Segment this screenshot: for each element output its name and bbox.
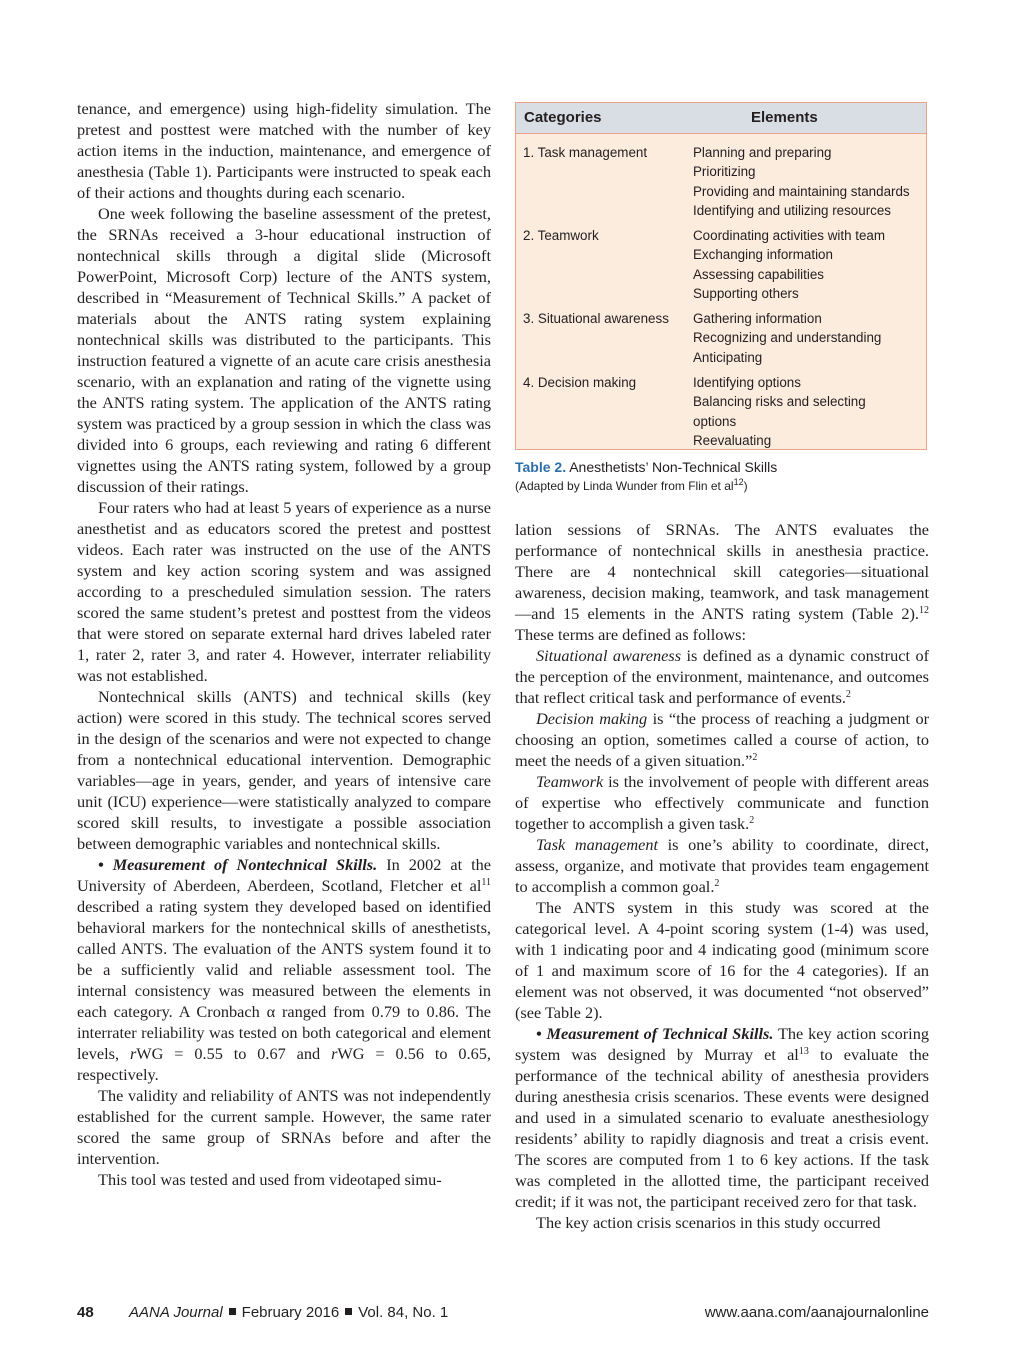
element-item: Gathering information bbox=[693, 311, 822, 326]
text: r bbox=[331, 1044, 338, 1063]
elements-cell bbox=[693, 226, 925, 304]
element-item: Identifying options bbox=[693, 375, 801, 390]
right-column bbox=[515, 519, 929, 1233]
element-item: Identifying and utilizing resources bbox=[693, 203, 891, 219]
left-column bbox=[77, 98, 491, 1190]
reference-superscript: 12 bbox=[733, 477, 744, 487]
page-footer bbox=[77, 1304, 929, 1326]
table-caption bbox=[515, 458, 929, 494]
caption-label: Table 2. bbox=[515, 459, 567, 475]
text: is defined as a dynamic construct of the perception of the environment, maintenance, and outcomes that reflect critical task and performance of events. bbox=[515, 646, 930, 707]
text: is one’s ability to coordinate, direct, assess, organize, and motivate that provides team engagement to accomplish a common goal. bbox=[515, 835, 930, 896]
table-row bbox=[516, 309, 926, 369]
reference-superscript: 13 bbox=[798, 1046, 809, 1057]
elements-cell bbox=[693, 143, 925, 221]
section-heading: • Measurement of Nontechnical Skills. bbox=[98, 855, 378, 874]
definition-teamwork bbox=[515, 771, 929, 834]
header-categories: Categories bbox=[524, 109, 602, 126]
element-item: Recognizing and understanding bbox=[693, 330, 882, 346]
paragraph: tenance, and emergence) using high-fidelity simulation. The pretest and posttest were matched with the number of key action items in the induction, maintenance, and emergence of anesthesia (Table 1). Participants were instructed to speak each of their actions and thoughts during each scenario. bbox=[77, 99, 491, 202]
text: lation sessions of SRNAs. The ANTS evaluates the performance of nontechnical skills in anesthesia practice. There are 4 nontechnical skill categories—situational awareness, decision making, teamwork, and task management—and 15 elements in the ANTS rating system (Table 2). bbox=[515, 520, 929, 623]
reference-superscript: 2 bbox=[714, 878, 720, 889]
term: Teamwork bbox=[536, 772, 604, 791]
table-header bbox=[516, 103, 926, 134]
element-item: Assessing capabilities bbox=[693, 266, 824, 282]
category-cell: 3. Situational awareness bbox=[523, 311, 669, 326]
text: r bbox=[129, 1044, 137, 1063]
element-item: Providing and maintaining standards bbox=[693, 183, 910, 199]
elements-cell bbox=[693, 309, 925, 367]
text: WG = 0.56 to 0.65, respectively. bbox=[77, 1044, 491, 1084]
category-cell: 4. Decision making bbox=[523, 375, 637, 390]
definition-situational-awareness bbox=[515, 645, 929, 708]
caption-text: Anesthetists’ Non-Technical Skills bbox=[566, 459, 778, 475]
element-item: Reevaluating bbox=[693, 433, 772, 449]
caption-note-text: (Adapted by Linda Wunder from Flin et al bbox=[515, 479, 734, 493]
issue-date: February 2016 bbox=[241, 1304, 340, 1321]
table-row bbox=[516, 226, 926, 306]
paragraph: Nontechnical skills (ANTS) and technical skills (key action) were scored in this study. The technical scores served in the design of the scenarios and were not expected to change from a nontechnical educational intervention. Demographic variables—age in years, gender, and years of intensive care unit (ICU) experience—were statistically analyzed to compare scored skill results, to investigate a possible association between demographic variables and nontechnical skills. bbox=[77, 687, 491, 853]
separator-square-icon bbox=[229, 1308, 236, 1315]
element-item: Coordinating activities with team bbox=[693, 228, 886, 243]
caption-title bbox=[515, 458, 929, 476]
table-row bbox=[516, 373, 926, 451]
reference-superscript: 11 bbox=[481, 877, 491, 888]
text: In 2002 at the University of Aberdeen, Aberdeen, Scotland, Fletcher et al bbox=[77, 855, 492, 895]
paragraph: The ANTS system in this study was scored at the categorical level. A 4-point scoring system (1-4) was used, with 1 indicating poor and 4 indicating good (minimum score of 1 and maximum score of 16 for the 4 categories). If an element was not observed, it was documented “not observed” (see Table 2). bbox=[515, 898, 929, 1022]
separator-square-icon bbox=[345, 1308, 352, 1315]
paragraph-technical-skills bbox=[515, 1023, 929, 1212]
element-item: Supporting others bbox=[693, 286, 799, 302]
paragraph: One week following the baseline assessment of the pretest, the SRNAs received a 3-hour educational instruction of nontechnical skills through a digital slide (Microsoft PowerPoint, Microsoft Corp) lecture of the ANTS system, described in “Measurement of Technical Skills.” A packet of materials about the ANTS rating system explaining nontechnical skills was distributed to the participants. This instruction featured a vignette of an acute care crisis anesthesia scenario, with an explanation and rating of the vignette using the ANTS rating system. The application of the ANTS rating system was practiced by a group session in which the class was divided into 6 groups, each reviewing and rating 6 different vignettes using the ANTS rating system, followed by a group discussion of their ratings. bbox=[77, 204, 491, 496]
text: is the involvement of people with different areas of expertise who effectively communicate and function together to accomplish a given task. bbox=[515, 772, 929, 833]
paragraph bbox=[515, 519, 929, 645]
paragraph: Four raters who had at least 5 years of experience as a nurse anesthetist and as educators scored the pretest and posttest videos. Each rater was instructed on the use of the ANTS system and key action scoring system and was assigned according to a prescheduled simulation session. The raters scored the same student’s pretest and posttest from the videos that were stored on separate external hard drives labeled rater 1, rater 2, rater 3, and rater 4. However, interrater reliability was not established. bbox=[77, 498, 491, 685]
volume: Vol. 84, No. 1 bbox=[358, 1304, 449, 1321]
reference-superscript: 2 bbox=[749, 815, 755, 826]
category-cell: 1. Task management bbox=[523, 145, 648, 160]
category-cell: 2. Teamwork bbox=[523, 228, 599, 243]
reference-superscript: 12 bbox=[919, 605, 929, 616]
page-number: 48 bbox=[77, 1304, 94, 1321]
term: Situational awareness bbox=[536, 646, 682, 665]
element-item: options bbox=[693, 413, 737, 429]
text: to evaluate the performance of the technical ability of anesthesia providers during anesthesia crisis scenarios. These events were designed and used in a simulated scenario to evaluate anesthesiology residents’ ability to rapidly diagnosis and treat a crisis event. The scores are computed from 1 to 6 key actions. If the task was completed in the allotted time, the participant received credit; if it was not, the participant received zero for that task. bbox=[515, 1045, 930, 1211]
paragraph: The key action crisis scenarios in this study occurred bbox=[536, 1213, 881, 1232]
header-elements: Elements bbox=[751, 109, 818, 126]
table-2 bbox=[515, 102, 927, 450]
text: The key action scoring system was designed by Murray et al bbox=[515, 1024, 929, 1064]
journal-url[interactable]: www.aana.com/aanajournalonline bbox=[704, 1304, 929, 1321]
paragraph: This tool was tested and used from videotaped simu- bbox=[98, 1170, 442, 1189]
definition-decision-making bbox=[515, 708, 929, 771]
paragraph: The validity and reliability of ANTS was not independently established for the current sample. However, the same rater scored the same group of SRNAs before and after the intervention. bbox=[77, 1086, 491, 1168]
caption-note bbox=[515, 478, 929, 494]
element-item: Prioritizing bbox=[693, 164, 756, 180]
element-item: Anticipating bbox=[693, 349, 763, 365]
term: Task management bbox=[536, 835, 659, 854]
element-item: Exchanging information bbox=[693, 247, 833, 263]
paragraph-nontechnical-skills bbox=[77, 854, 491, 1085]
text: WG = 0.55 to 0.67 and bbox=[136, 1044, 332, 1063]
journal-name: AANA Journal bbox=[129, 1304, 223, 1321]
text: is “the process of reaching a judgment or choosing an option, sometimes called a course of action, to meet the needs of a given situation.” bbox=[515, 709, 930, 770]
term: Decision making bbox=[536, 709, 648, 728]
text: These terms are defined as follows: bbox=[515, 625, 747, 644]
reference-superscript: 2 bbox=[752, 752, 758, 763]
caption-note-close: ) bbox=[743, 479, 748, 493]
definition-task-management bbox=[515, 834, 929, 897]
element-item: Balancing risks and selecting bbox=[693, 394, 866, 410]
table-row bbox=[516, 143, 926, 223]
element-item: Planning and preparing bbox=[693, 145, 832, 160]
elements-cell bbox=[693, 373, 925, 451]
reference-superscript: 2 bbox=[845, 689, 851, 700]
journal-citation bbox=[129, 1304, 448, 1321]
text: described a rating system they developed based on identified behavioral markers for the nontechnical skills of anesthetists, called ANTS. The evaluation of the ANTS system found it to be a sufficiently valid and reliable assessment tool. The internal consistency was measured between the elements in each category. A Cronbach α ranged from 0.79 to 0.86. The interrater reliability was tested on both categorical and element levels, bbox=[77, 897, 491, 1063]
section-heading: • Measurement of Technical Skills. bbox=[536, 1024, 774, 1043]
